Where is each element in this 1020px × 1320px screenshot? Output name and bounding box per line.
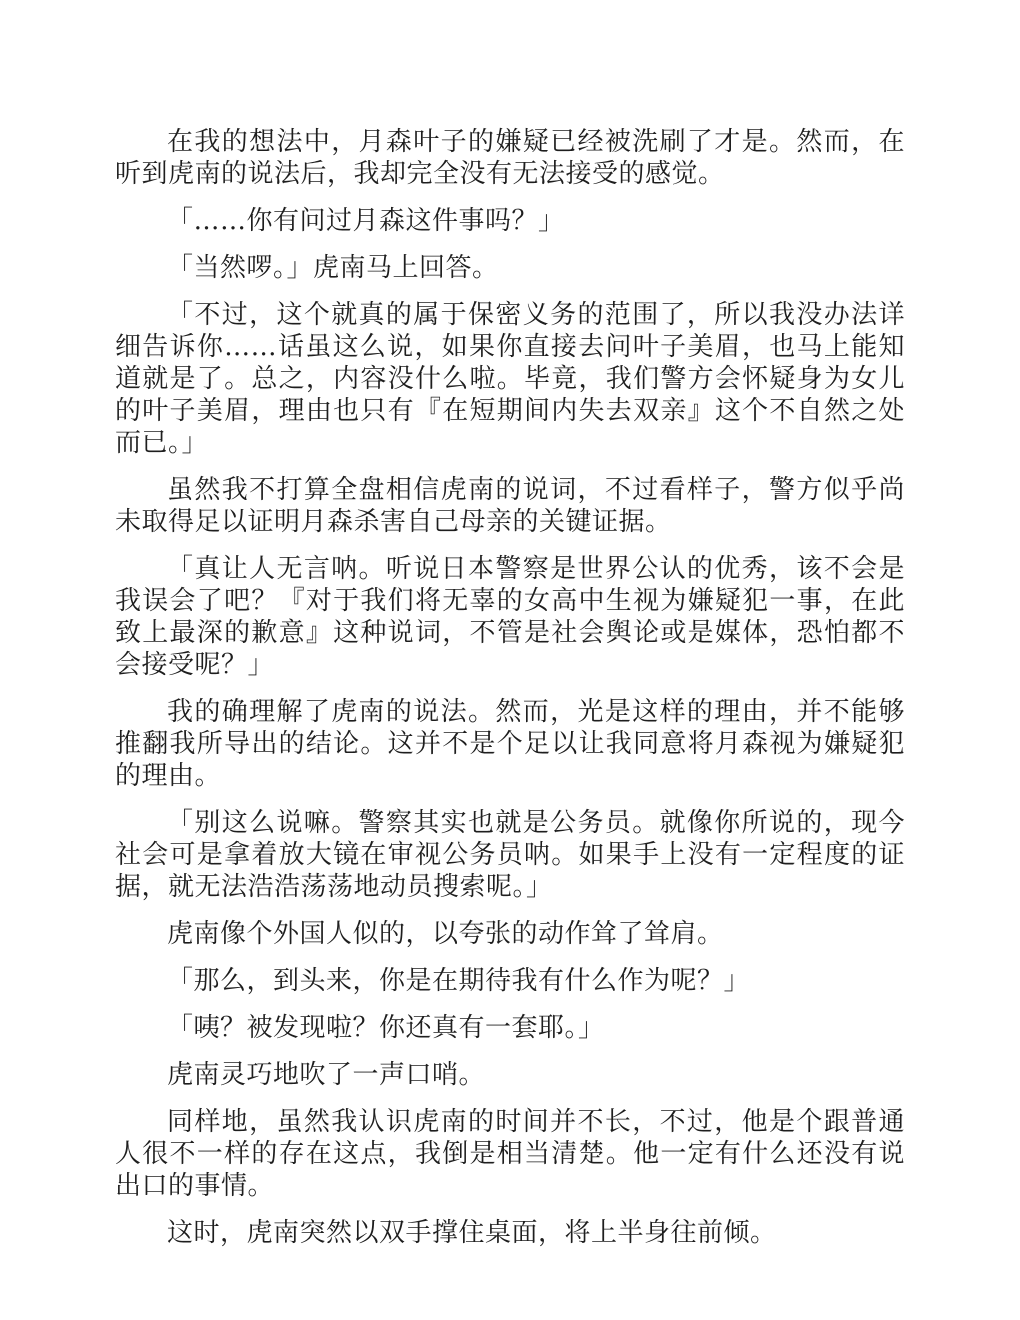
paragraph-dialogue: 「不过，这个就真的属于保密义务的范围了，所以我没办法详细告诉你……话虽这么说，如果你直接去问叶子美眉，也马上能知道就是了。总之，内容没什么啦。毕竟，我们警方会怀疑身为女儿的叶子美眉，理由也只有『在短期间内失去双亲』这个不自然之处而已。」 (115, 300, 905, 458)
novel-text-page (115, 126, 905, 1249)
paragraph-dialogue: 「那么，到头来，你是在期待我有什么作为呢？」 (167, 966, 751, 996)
paragraph-narration: 同样地，虽然我认识虎南的时间并不长，不过，他是个跟普通人很不一样的存在这点，我倒是相当清楚。他一定有什么还没有说出口的事情。 (115, 1107, 905, 1201)
paragraph-dialogue: 「……你有问过月森这件事吗？」 (167, 206, 565, 236)
paragraph-narration: 虎南像个外国人似的，以夸张的动作耸了耸肩。 (167, 919, 724, 949)
paragraph-dialogue: 「当然啰。」虎南马上回答。 (167, 253, 499, 283)
paragraph-narration: 虎南灵巧地吹了一声口哨。 (167, 1060, 486, 1090)
paragraph-dialogue: 「咦？被发现啦？你还真有一套耶。」 (167, 1013, 605, 1043)
paragraph-dialogue: 「别这么说嘛。警察其实也就是公务员。就像你所说的，现今社会可是拿着放大镜在审视公务员呐。如果手上没有一定程度的证据，就无法浩浩荡荡地动员搜索呢。」 (115, 808, 905, 902)
paragraph-dialogue: 「真让人无言呐。听说日本警察是世界公认的优秀，该不会是我误会了吧？『对于我们将无辜的女高中生视为嫌疑犯一事，在此致上最深的歉意』这种说词，不管是社会舆论或是媒体，恐怕都不会接受呢？」 (115, 554, 905, 680)
paragraph-narration: 我的确理解了虎南的说法。然而，光是这样的理由，并不能够推翻我所导出的结论。这并不是个足以让我同意将月森视为嫌疑犯的理由。 (115, 697, 905, 791)
paragraph-narration: 在我的想法中，月森叶子的嫌疑已经被洗刷了才是。然而，在听到虎南的说法后，我却完全没有无法接受的感觉。 (115, 127, 905, 189)
paragraph-narration: 虽然我不打算全盘相信虎南的说词，不过看样子，警方似乎尚未取得足以证明月森杀害自己母亲的关键证据。 (115, 475, 905, 537)
paragraph-narration: 这时，虎南突然以双手撑住桌面，将上半身往前倾。 (167, 1218, 777, 1248)
